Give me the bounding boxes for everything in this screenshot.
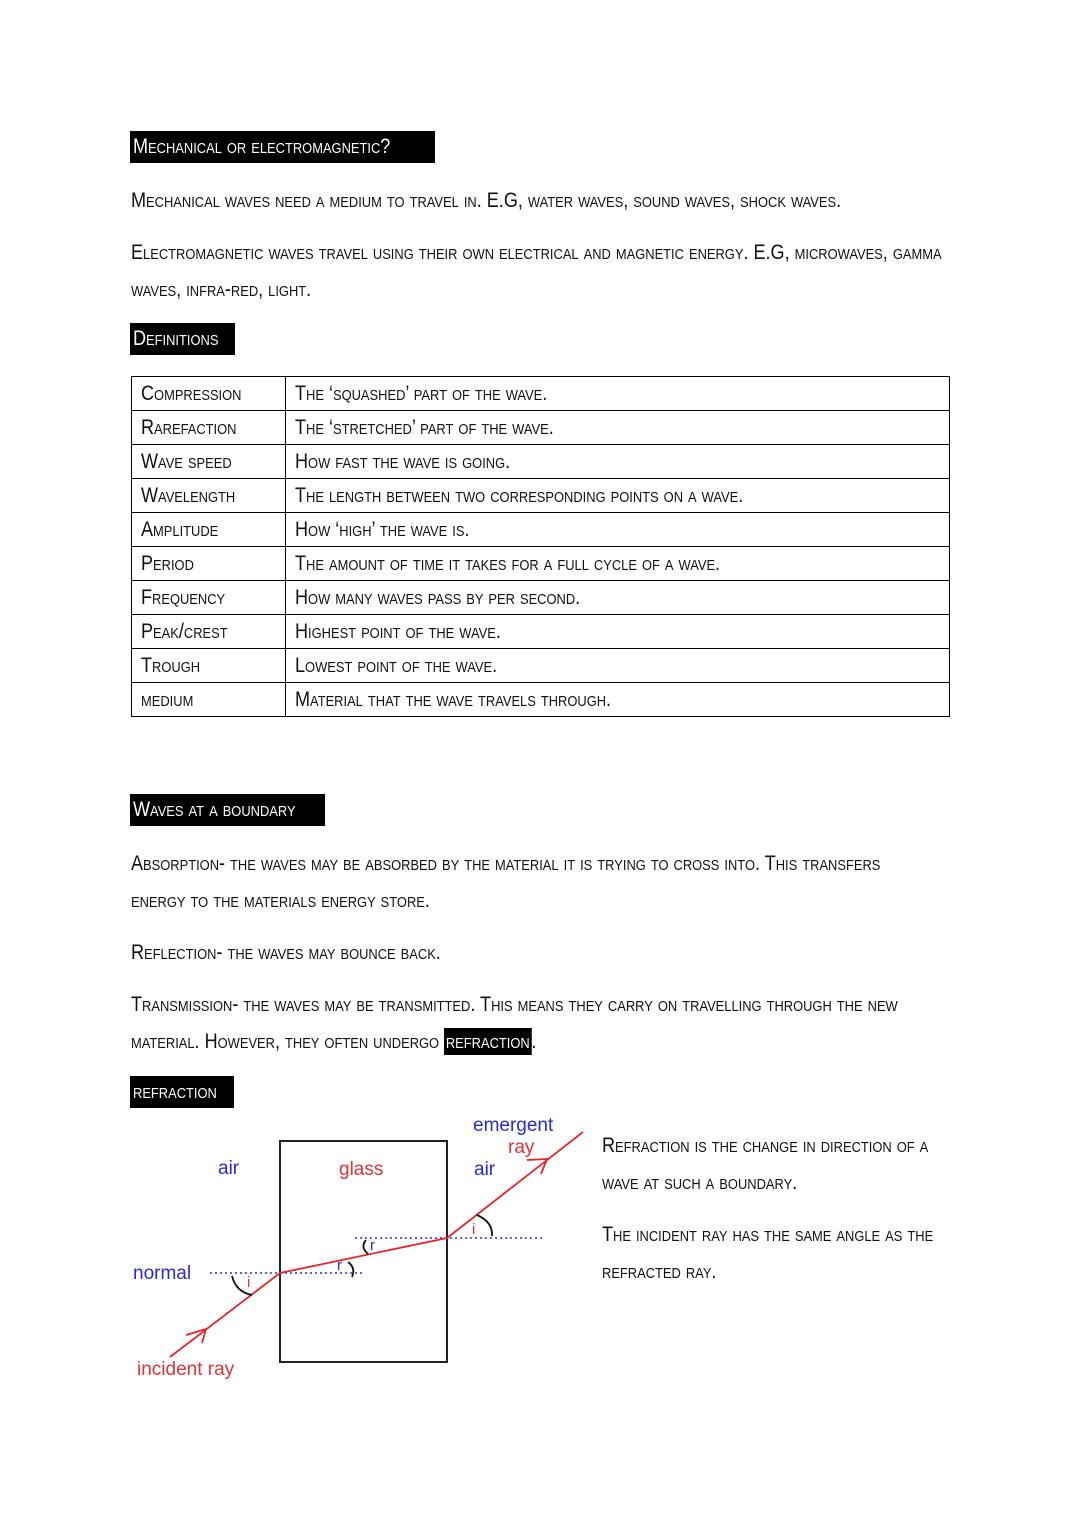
term: Wave speed bbox=[141, 449, 232, 473]
label-incident-ray: incident ray bbox=[137, 1359, 235, 1380]
absorption-text: Absorption- the waves may be absorbed by the material it is trying to cross into. This transfers energy to the materials energy store. bbox=[131, 852, 881, 912]
label-angle-r-lower: r bbox=[337, 1257, 342, 1274]
incident-angle-text: The incident ray has the same angle as the refracted ray. bbox=[602, 1223, 934, 1283]
term: Peak/crest bbox=[141, 619, 228, 643]
definition: Lowest point of the wave. bbox=[295, 653, 498, 677]
transmission-body: Transmission- the waves may be transmitted. This means they carry on travelling through the new material. However, they often undergo bbox=[131, 993, 898, 1053]
label-emergent: emergent bbox=[473, 1115, 554, 1136]
term: Trough bbox=[141, 653, 201, 677]
definition: How many waves pass by per second. bbox=[295, 585, 581, 609]
term: Frequency bbox=[141, 585, 226, 609]
reflection-text: Reflection- the waves may bounce back. bbox=[131, 941, 441, 964]
label-air-left: air bbox=[218, 1158, 240, 1179]
label-normal: normal bbox=[133, 1263, 192, 1284]
definition: The amount of time it takes for a full cycle of a wave. bbox=[295, 551, 721, 575]
emergent-arrow-icon bbox=[527, 1159, 547, 1174]
label-air-right: air bbox=[474, 1159, 496, 1180]
definition: The length between two corresponding points on a wave. bbox=[295, 483, 744, 507]
heading-definitions: Definitions bbox=[130, 323, 235, 355]
refraction-highlight: refraction bbox=[445, 1030, 530, 1053]
label-ray: ray bbox=[508, 1137, 535, 1158]
heading-waves-at-boundary: Waves at a boundary bbox=[130, 794, 325, 826]
label-angle-i-right: i bbox=[472, 1221, 476, 1238]
term: Rarefaction bbox=[141, 415, 237, 439]
term: Period bbox=[141, 551, 194, 575]
definition: How ‘high’ the wave is. bbox=[295, 517, 470, 541]
electromagnetic-waves-text: Electromagnetic waves travel using their own electrical and magnetic energy. E.G, microwaves, gamma waves, infra-red, light. bbox=[131, 241, 942, 301]
heading-refraction: refraction bbox=[130, 1076, 234, 1108]
term: Amplitude bbox=[141, 517, 219, 541]
label-angle-i-left: i bbox=[247, 1274, 251, 1291]
angle-arc-r-lower bbox=[348, 1262, 353, 1277]
definition: Highest point of the wave. bbox=[295, 619, 501, 643]
angle-arc-r-upper bbox=[363, 1240, 368, 1254]
label-angle-r-upper: r bbox=[370, 1237, 375, 1254]
refraction-definition-text: Refraction is the change in direction of a wave at such a boundary. bbox=[602, 1134, 929, 1194]
heading-mechanical-or-electromagnetic: Mechanical or electromagnetic? bbox=[130, 131, 435, 163]
mechanical-waves-text: Mechanical waves need a medium to travel in. E.G, water waves, sound waves, shock waves. bbox=[131, 189, 842, 212]
term: medium bbox=[141, 687, 194, 711]
definition: The ‘squashed’ part of the wave. bbox=[295, 381, 548, 405]
term: Compression bbox=[141, 381, 242, 405]
label-glass: glass bbox=[339, 1159, 384, 1180]
definition: How fast the wave is going. bbox=[295, 449, 511, 473]
transmission-end: . bbox=[531, 1030, 537, 1053]
angle-arc-i-right bbox=[477, 1215, 492, 1236]
definition: Material that the wave travels through. bbox=[295, 687, 612, 711]
definition: The ‘stretched’ part of the wave. bbox=[295, 415, 554, 439]
term: Wavelength bbox=[141, 483, 236, 507]
